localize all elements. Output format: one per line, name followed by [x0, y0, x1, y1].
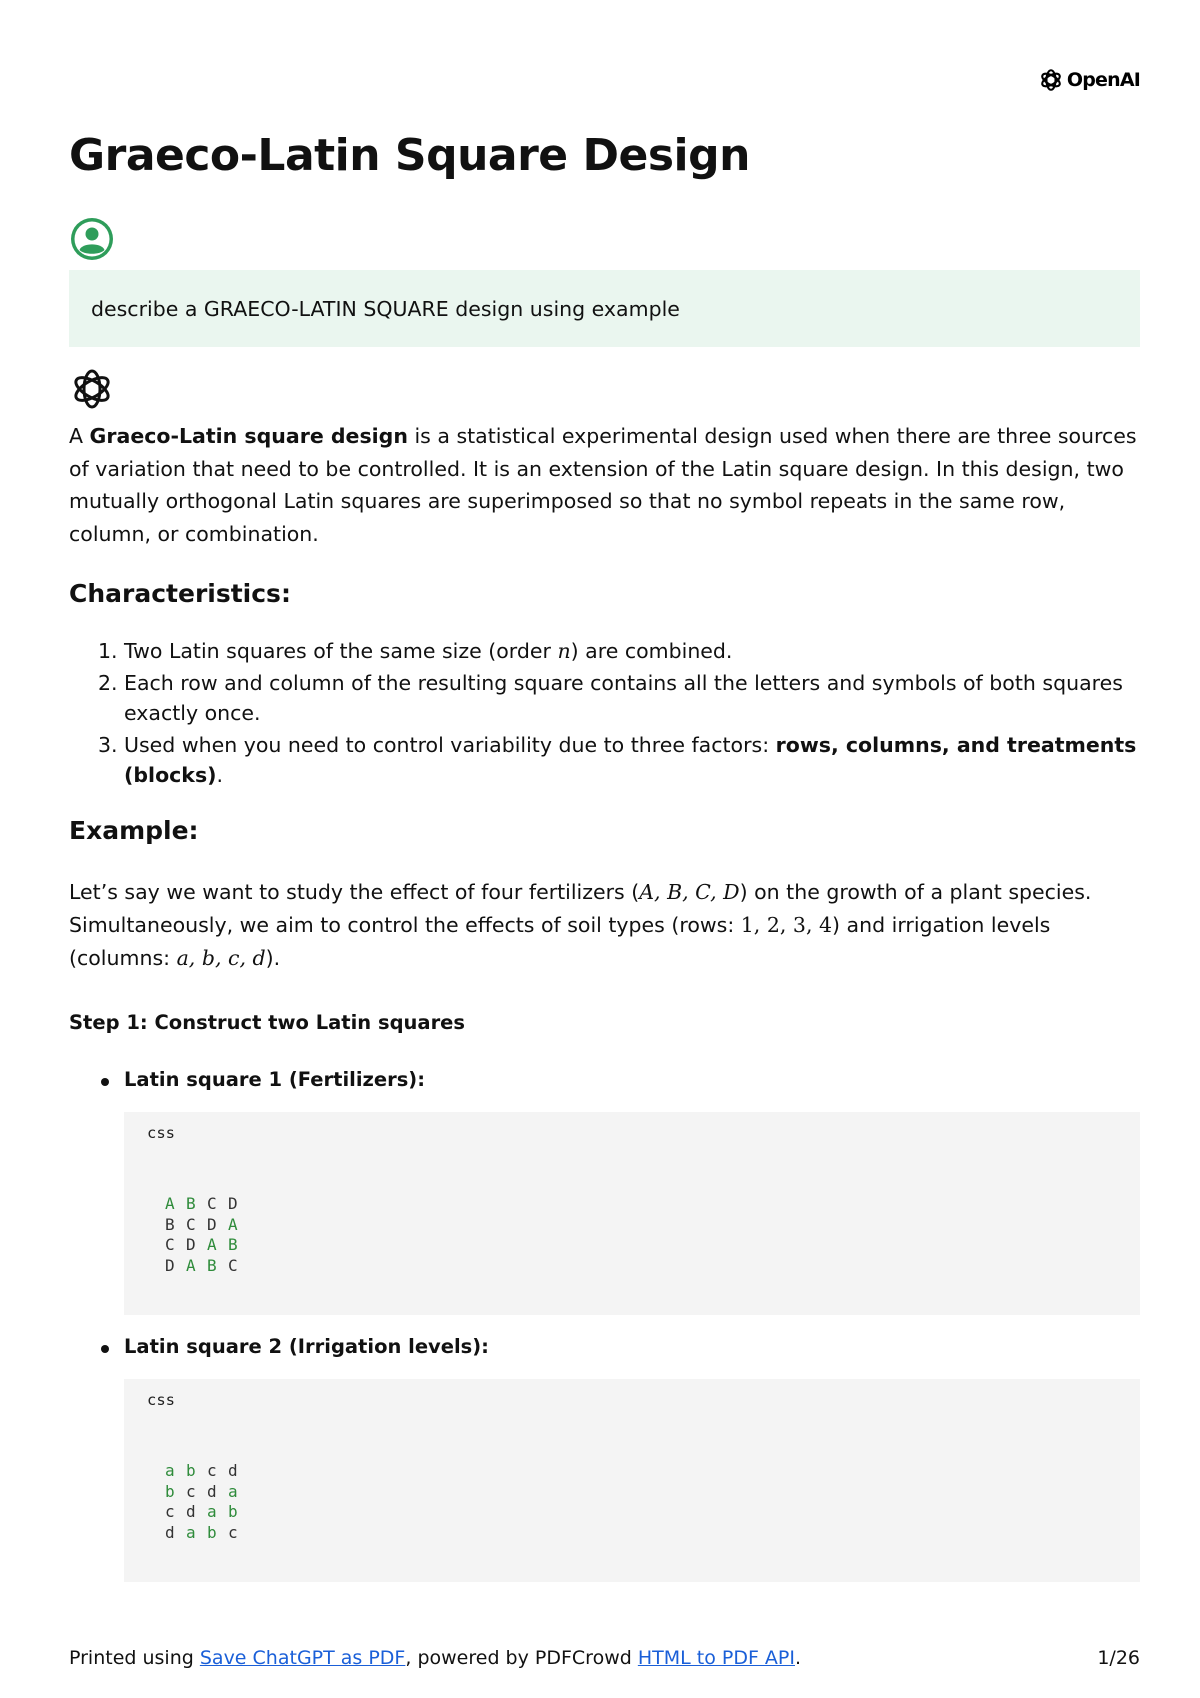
grid-cell: B — [186, 1194, 196, 1213]
step1-heading: Step 1: Construct two Latin squares — [69, 1011, 466, 1034]
grid-row — [165, 1235, 249, 1256]
list-item-bold: rows, columns, and treatments (blocks) — [124, 733, 1137, 787]
grid-cell: a — [186, 1522, 196, 1542]
grid-cell: d — [165, 1522, 175, 1542]
grid-cell: a — [165, 1461, 175, 1480]
user-message-text: describe a GRAECO-LATIN SQUARE design using example — [91, 296, 680, 321]
square2-label: Latin square 2 (Irrigation levels): — [124, 1335, 489, 1358]
grid-row — [165, 1502, 249, 1523]
grid-cell: b — [186, 1461, 196, 1480]
footer-text-suffix: . — [794, 1647, 802, 1669]
intro-bold-term: Graeco-Latin square design — [89, 424, 408, 448]
openai-logo-icon — [1038, 67, 1064, 93]
grid-row — [165, 1461, 249, 1482]
list-item-text: Two Latin squares of the same size (order — [124, 639, 558, 663]
example-paragraph — [69, 876, 1140, 975]
grid-cell: c — [165, 1502, 175, 1521]
footer-text: Printed using — [69, 1647, 200, 1669]
grid-cell: a — [228, 1481, 238, 1501]
grid-cell: a — [207, 1502, 217, 1521]
characteristics-heading: Characteristics: — [69, 579, 291, 608]
math-n: n — [557, 639, 571, 663]
grid-row — [165, 1482, 249, 1503]
grid-cell: B — [228, 1235, 238, 1254]
grid-cell: A — [207, 1235, 217, 1254]
grid-cell: D — [207, 1214, 217, 1234]
code-language-label: css — [147, 1124, 175, 1142]
grid-cell: D — [186, 1235, 196, 1254]
characteristics-list — [69, 636, 1140, 792]
grid-cell: A — [228, 1214, 238, 1234]
footer-text-middle: , powered by PDFCrowd — [405, 1647, 638, 1669]
save-chatgpt-as-pdf-link[interactable]: Save ChatGPT as PDF — [199, 1647, 406, 1669]
user-avatar-icon — [69, 216, 115, 262]
example-text-2: ) on the growth of a plant species. Simultaneously, we aim to control the effects of soil types (rows: — [69, 880, 1092, 937]
assistant-intro — [69, 420, 1140, 550]
latin-square-1 — [165, 1194, 249, 1276]
square1-label: Latin square 1 (Fertilizers): — [124, 1068, 426, 1091]
print-footer — [69, 1647, 1140, 1669]
page-number: 1/26 — [1097, 1647, 1140, 1669]
code-block-square1[interactable] — [124, 1112, 1140, 1315]
list-item — [98, 730, 1140, 790]
openai-brand — [1038, 67, 1140, 93]
list-number: 3. — [98, 733, 118, 757]
chatgpt-avatar-icon — [69, 366, 115, 412]
user-message — [69, 270, 1140, 347]
grid-cell: D — [165, 1255, 175, 1275]
list-item-text-rest: . — [216, 763, 224, 787]
page — [69, 0, 1140, 1698]
grid-row — [165, 1256, 249, 1277]
grid-cell: b — [228, 1502, 238, 1521]
grid-cell: c — [228, 1522, 238, 1542]
example-text-4: ). — [265, 946, 281, 970]
page-title: Graeco-Latin Square Design — [69, 130, 750, 181]
list-item — [98, 636, 1140, 666]
intro-text: A — [69, 424, 90, 448]
grid-cell: b — [165, 1481, 175, 1501]
list-item-text: Each row and column of the resulting square contains all the letters and symbols of both squares exactly once. — [124, 671, 1123, 725]
list-item-text-rest: ) are combined. — [570, 639, 733, 663]
example-text-1: Let’s say we want to study the effect of four fertilizers ( — [69, 880, 640, 904]
latin-square-2 — [165, 1461, 249, 1543]
grid-row — [165, 1194, 249, 1215]
list-item — [98, 668, 1140, 728]
intro-text-rest: is a statistical experimental design used when there are three sources of variation that need to be controlled. It is an extension of the Latin square design. In this design, two mutually orthogonal Latin squares are superimposed so that no symbol repeats in the same row, column, or combination. — [69, 424, 1137, 546]
math-fertilizers: A, B, C, D — [639, 880, 740, 904]
grid-row — [165, 1215, 249, 1236]
code-block-square2[interactable] — [124, 1379, 1140, 1582]
list-number: 1. — [98, 639, 118, 663]
grid-cell: d — [186, 1502, 196, 1521]
grid-cell: b — [207, 1522, 217, 1542]
list-item-text: Used when you need to control variability due to three factors: — [124, 733, 776, 757]
grid-cell: B — [207, 1255, 217, 1275]
grid-cell: c — [186, 1481, 196, 1501]
grid-cell: A — [186, 1255, 196, 1275]
grid-cell: c — [207, 1461, 217, 1480]
grid-cell: A — [165, 1194, 175, 1213]
intro-paragraph — [69, 420, 1140, 550]
code-language-label: css — [147, 1391, 175, 1409]
grid-cell: C — [207, 1194, 217, 1213]
grid-cell: d — [228, 1461, 238, 1480]
example-heading: Example: — [69, 816, 199, 845]
grid-cell: C — [186, 1214, 196, 1234]
grid-cell: B — [165, 1214, 175, 1234]
example-text-3: ) and irrigation levels (columns: — [69, 913, 1051, 970]
html-to-pdf-api-link[interactable]: HTML to PDF API — [637, 1647, 795, 1669]
math-soil-rows: 1, 2, 3, 4 — [740, 913, 833, 937]
math-irrigation-cols: a, b, c, d — [176, 946, 266, 970]
grid-cell: D — [228, 1194, 238, 1213]
grid-cell: C — [165, 1235, 175, 1254]
brand-name: OpenAI — [1066, 69, 1140, 91]
grid-cell: d — [207, 1481, 217, 1501]
grid-row — [165, 1523, 249, 1544]
list-number: 2. — [98, 671, 118, 695]
grid-cell: C — [228, 1255, 238, 1275]
